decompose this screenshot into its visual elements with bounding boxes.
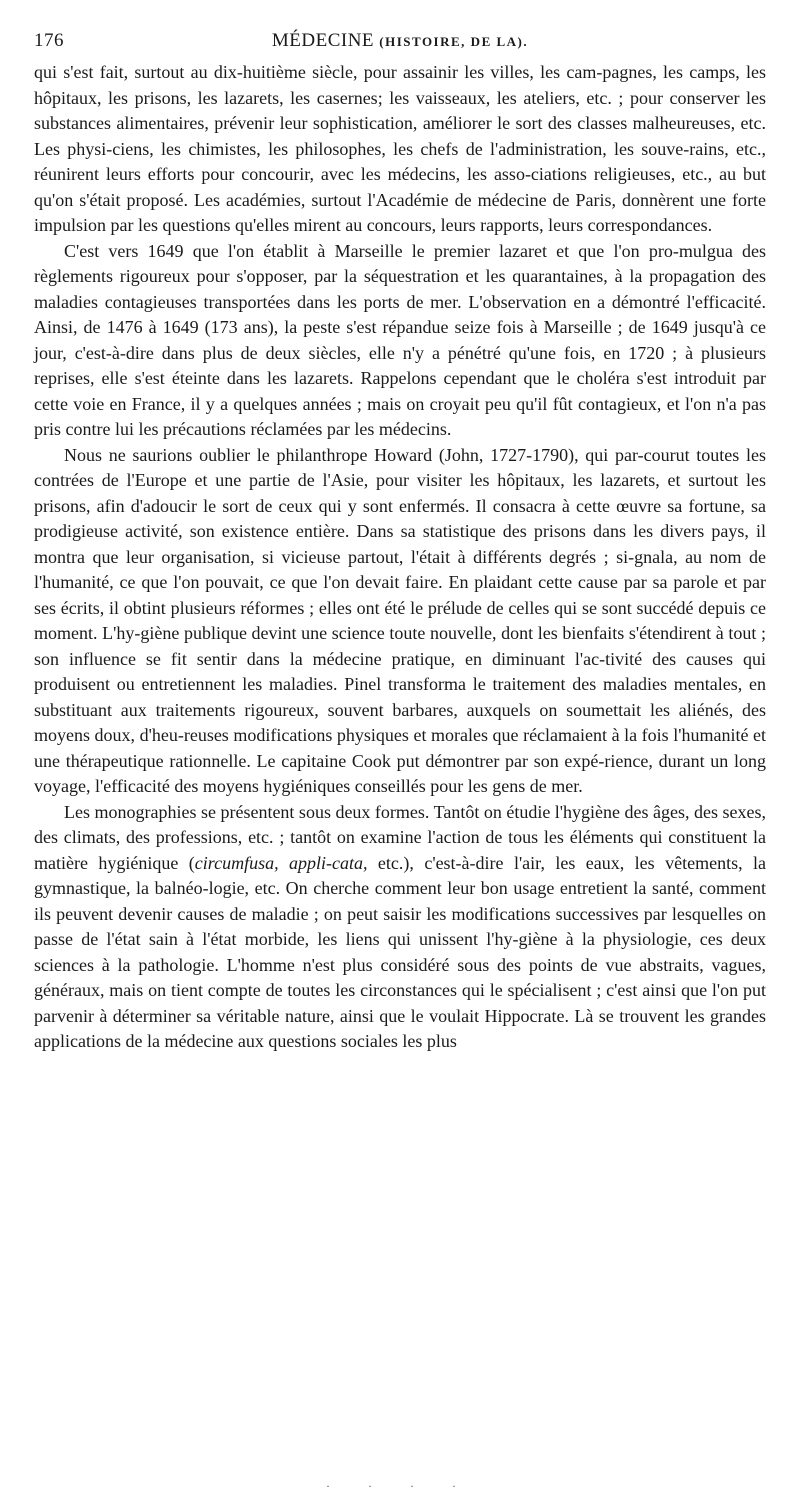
document-page — [34, 30, 766, 1055]
paragraph-1: qui s'est fait, surtout au dix-huitième siècle, pour assainir les villes, les cam-pagnes, les camps, les hôpitaux, les prisons, les lazarets, les casernes; les vaisseaux, les ateliers, etc. ; pour conserver les substances alimentaires, prévenir leur sophistication, améliorer le sort des classes malheureuses, etc. Les physi-ciens, les chimistes, les philosophes, les chefs de l'administration, les souve-rains, etc., réunirent leurs efforts pour concourir, avec les médecins, les asso-ciations religieuses, etc., au but qu'on s'était proposé. Les académies, surtout l'Académie de médecine de Paris, donnèrent une forte impulsion par les questions qu'elles mirent au concours, leurs rapports, leurs correspondances. — [34, 62, 766, 235]
paragraph-3: Nous ne saurions oublier le philanthrope Howard (John, 1727-1790), qui par-courut toutes les contrées de l'Europe et une partie de l'Asie, pour visiter les hôpitaux, les lazarets, et surtout les prisons, afin d'adoucir le sort de ceux qui y sont enfermés. Il consacra à cette œuvre sa fortune, sa prodigieuse activité, son existence entière. Dans sa statistique des prisons dans les divers pays, il montra que leur organisation, si vicieuse partout, l'était à différents degrés ; si-gnala, au nom de l'humanité, ce que l'on pouvait, ce que l'on devait faire. En plaidant cette cause par sa parole et par ses écrits, il obtint plusieurs réformes ; elles ont été le prélude de celles qui se sont succédé depuis ce moment. L'hy-giène publique devint une science toute nouvelle, dont les bienfaits s'étendirent à tout ; son influence se fit sentir dans la médecine pratique, en diminuant l'ac-tivité des causes qui produisent ou entretiennent les maladies. Pinel transforma le traitement des maladies mentales, en substituant aux traitements rigoureux, souvent barbares, auxquels on soumettait les aliénés, des moyens doux, d'heu-reuses modifications physiques et morales que réclamaient à la fois l'humanité et une thérapeutique rationnelle. Le capitaine Cook put démontrer par son expé-rience, durant un long voyage, l'efficacité des moyens hygiéniques conseillés pour les gens de mer. — [34, 444, 766, 796]
paragraph-4-italic-terms: circumfusa, appli-cata, — [194, 852, 368, 873]
paragraph-2: C'est vers 1649 que l'on établit à Marseille le premier lazaret et que l'on pro-mulgua des règlements rigoureux pour s'opposer, par la séquestration et les quarantaines, à la propagation des maladies contagieuses transportées dans les ports de mer. L'observation en a démontré l'efficacité. Ainsi, de 1476 à 1649 (173 ans), la peste s'est répandue seize fois à Marseille ; de 1649 jusqu'à ce jour, c'est-à-dire dans plus de deux siècles, elle n'y a pénétré qu'une fois, en 1720 ; à plusieurs reprises, elle s'est éteinte dans les lazarets. Rappelons cependant que le choléra s'est introduit par cette voie en France, il y a quelques années ; mais on croyait peu qu'il fût contagieux, et l'on n'a pas pris contre lui les précautions réclamées par les médecins. — [34, 240, 766, 439]
paragraph-4-part-2: etc.), c'est-à-dire l'air, les eaux, les vêtements, la gymnastique, la balnéo-logie, etc. On cherche comment leur bon usage entretient la santé, comment ils peuvent devenir causes de maladie ; on peut saisir les modifications successives par lesquelles on passe de l'état sain à l'état morbide, les liens qui unissent l'hy-giène à la physiologie, ces deux sciences à la pathologie. L'homme n'est plus considéré sous des points de vue abstraits, vagues, généraux, mais on tient compte de toutes les circonstances qui le spécialisent ; c'est ainsi que l'on put parvenir à déterminer sa véritable nature, ainsi que le voulait Hippocrate. Là se trouvent les grandes applications de la médecine aux questions sociales les plus — [34, 852, 766, 1051]
paragraph-4 — [34, 800, 766, 1055]
running-title — [34, 30, 766, 52]
running-title-main: MÉDECINE — [271, 30, 375, 51]
footer-marks: . . . . — [326, 1476, 474, 1490]
paragraph-4-part-1: Les monographies se présentent sous deux formes. Tantôt on étudie l'hygiène des âges, des sexes, des climats, des professions, etc. ; tantôt on examine l'action de tous les éléments qui constituent la matière hygiénique ( — [34, 801, 766, 873]
body-text — [34, 60, 766, 1055]
running-head — [34, 30, 766, 60]
page-number: 176 — [34, 30, 64, 51]
running-title-subtitle: (HISTOIRE, DE LA). — [379, 34, 529, 49]
